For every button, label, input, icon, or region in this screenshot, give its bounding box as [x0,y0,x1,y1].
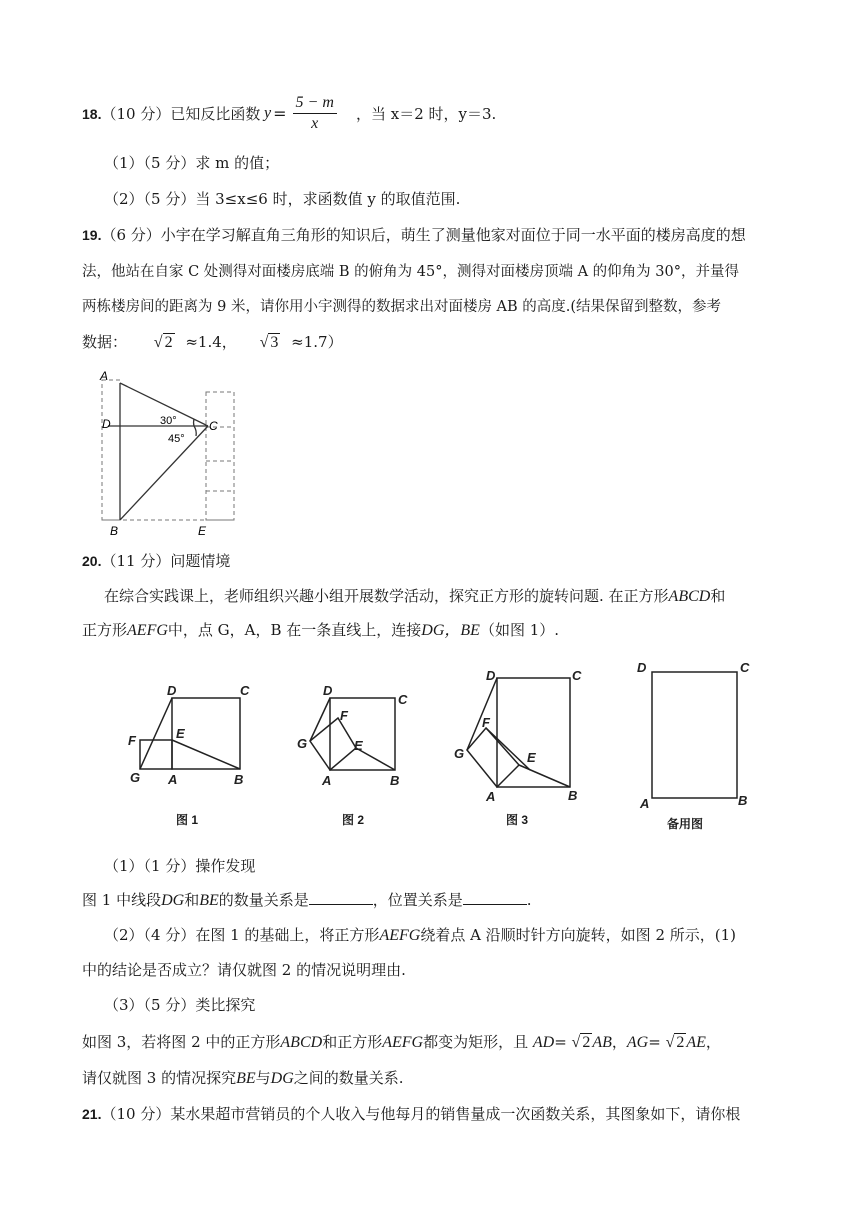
q20-p3-text-c: 都变为矩形，且 [423,1033,529,1051]
q19-building-figure [98,368,243,540]
fig3-rect-aefg [467,728,519,787]
caption-fig1: 图 1 [176,813,199,827]
q20-p1-text-a: 图 1 中线段 [82,891,162,909]
q18-stem-b: ，当 x＝2 时，y＝3. [356,105,497,123]
q20-intro2-math2: DG，BE [421,622,480,639]
fig3-label-a: A [486,789,496,804]
q20-p3-sqrt2-a: √ 2 [571,1034,591,1051]
q20-p1-dg: DG [161,892,185,909]
answer-blank-position[interactable] [463,890,527,905]
q19-sqrt3: √ 3 [259,334,279,351]
q18-fraction-denominator: x [311,115,319,132]
q20-p1-text-c: 的数量关系是 [218,891,309,909]
q20-part2-line1 [104,925,736,946]
fig3-label-g: G [454,746,465,761]
q20-intro-line1 [104,586,725,607]
q20-p3-ag: AG [626,1034,649,1051]
q20-p3l2-text-c: 之间的数量关系. [293,1069,404,1087]
angle-45-arc [194,426,196,436]
q19-line2: 法，他站在自家 C 处测得对面楼房底端 B 的俯角为 45°，测得对面楼房顶端 A 的仰角为 30°，并量得 [82,264,739,280]
q18-part1: （1）（5 分）求 m 的值； [104,154,280,172]
building-ce [206,392,234,520]
spare-label-c: C [740,660,750,675]
q21-text: 某水果超市营销员的个人收入与他每月的销售量成一次函数关系，其图象如下，请你根 [170,1105,741,1123]
fig1-label-g: G [130,770,141,785]
q20-p3-aefg: AEFG [382,1034,424,1051]
q19-text1: 小宇在学习解直角三角形的知识后，萌生了测量他家对面位于同一水平面的楼房高度的想 [160,226,746,244]
q20-intro1-end: 和 [710,587,726,605]
angle-45-label: 45° [168,433,185,445]
label-d: D [102,417,111,431]
q20-p3l2-text-b: 与 [255,1069,271,1087]
q21-score: （10 分） [101,1105,171,1123]
fig1-label-a: A [168,772,178,787]
q21-number: 21. [82,1106,102,1122]
answer-blank-quantity[interactable] [309,890,373,905]
q20-p3-text-b: 和正方形 [322,1033,383,1051]
q20-part3-title: （3）（5 分）类比探究 [104,996,256,1014]
q20-p3-ab: AB [592,1034,612,1051]
q20-p2-aefg: AEFG [379,927,421,944]
q20-p2-text-b: 绕着点 A 沿顺时针方向旋转，如图 2 所示，(1) [420,926,737,944]
caption-spare: 备用图 [667,817,704,831]
q18-stem-a: 已知反比函数 [170,105,261,123]
q20-p3-end: ， [705,1033,721,1051]
q20-p1-text-d: ，位置关系是 [372,891,463,909]
q20-p3l2-text-a: 请仅就图 3 的情况探究 [82,1069,237,1087]
fig1-label-b: B [234,772,244,787]
q20-part3-line1 [82,1032,721,1053]
fig2-label-a: A [322,773,332,788]
fig3-label-e: E [527,750,536,765]
q18-fraction [293,94,337,133]
spare-rect [652,672,737,798]
figure-2 [310,698,395,770]
figure-3 [467,678,570,787]
q19-score: （6 分） [101,226,161,244]
building-ab-left [102,380,120,520]
q20-p1-text-e: . [526,891,532,909]
q20-intro2-math: AEFG [127,622,168,639]
q20-score: （11 分） [101,552,171,570]
q20-part3-line2 [82,1068,404,1089]
q20-p3-sqrt2-b: √ 2 [665,1034,685,1051]
angle-30-label: 30° [160,415,177,427]
q20-p3-abcd: ABCD [280,1034,323,1051]
fig3-label-d: D [486,668,496,683]
q19-number: 19. [82,227,102,243]
q20-p3l2-dg: DG [270,1070,294,1087]
q20-part1-title: （1）（1 分）操作发现 [104,857,256,875]
fig3-label-f: F [482,715,490,730]
label-a: A [100,369,109,383]
fig2-label-e: E [354,738,363,753]
q20-p1-text-b: 和 [184,891,200,909]
q20-p3-eq2-sign: = [648,1033,666,1051]
q18-line [82,104,260,124]
label-c: C [209,419,218,433]
q21-line1 [82,1104,740,1124]
q20-title: 问题情境 [170,552,231,570]
q19-approx3: ≈1.7） [291,333,343,351]
q19-data-label: 数据： [82,333,128,351]
fig2-label-f: F [340,708,348,723]
q20-p3-text-a: 如图 3，若将图 2 中的正方形 [82,1033,281,1051]
q20-p3-sep: ， [611,1033,627,1051]
q20-p3l2-be: BE [236,1070,256,1087]
label-b: B [110,524,119,538]
q20-intro2-mid: 中，点 G，A，B 在一条直线上，连接 [167,621,422,639]
fig2-label-c: C [398,692,408,707]
q20-number: 20. [82,553,102,569]
fig3-label-b: B [568,788,578,803]
figure-1 [140,698,240,769]
q20-p3-ae: AE [686,1034,706,1051]
q20-p1-be: BE [199,892,219,909]
q18-fn-y: y [264,104,272,122]
q20-figures [120,652,760,811]
fig1-label-c: C [240,683,250,698]
fig1-square-aefg [140,740,172,769]
caption-fig2: 图 2 [342,813,365,827]
q18-fraction-numerator: 5 − m [293,94,337,114]
fig1-label-f: F [128,733,136,748]
spare-label-b: B [738,793,748,808]
q19-line4 [82,332,343,353]
spare-label-a: A [640,796,650,811]
q18-score: （10 分） [101,105,171,123]
q19-line1 [82,225,746,245]
fig2-label-b: B [390,773,400,788]
label-e: E [198,524,207,538]
q20-p3-ad: AD [532,1034,555,1051]
q18-number: 18. [82,106,102,122]
q20-intro2-end: （如图 1）. [479,621,560,639]
q19-sqrt2: √ 2 [153,334,173,351]
q20-heading [82,551,230,571]
q20-intro-line2 [82,620,559,641]
fig1-label-d: D [167,683,177,698]
q19-approx2: ≈1.4， [185,333,237,351]
q18-fn-eq: = [273,104,287,123]
q18-part2: （2）（5 分）当 3≤x≤6 时，求函数值 y 的取值范围. [104,190,461,208]
q18-formula [264,94,341,133]
q20-p2-text-a: （2）（4 分）在图 1 的基础上，将正方形 [104,926,380,944]
q20-p3-eq1-sign: = [554,1033,572,1051]
q20-intro2-text: 正方形 [82,621,128,639]
segment-bc [120,426,208,520]
q19-line3: 两栋楼房间的距离为 9 米，请你用小宇测得的数据求出对面楼房 AB 的高度.(结果保留到整数，参考 [82,299,722,315]
q20-intro1-text: 在综合实践课上，老师组织兴趣小组开展数学活动，探究正方形的旋转问题. 在正方形 [104,587,669,605]
fig2-label-d: D [323,683,333,698]
q20-intro1-math: ABCD [668,588,711,605]
fig2-label-g: G [297,736,308,751]
fig1-label-e: E [176,726,185,741]
caption-fig3: 图 3 [506,813,529,827]
q20-part2-line2: 中的结论是否成立？请仅就图 2 的情况说明理由. [82,961,406,979]
q20-part1-body [82,890,532,911]
spare-label-d: D [637,660,647,675]
fig3-label-c: C [572,668,582,683]
